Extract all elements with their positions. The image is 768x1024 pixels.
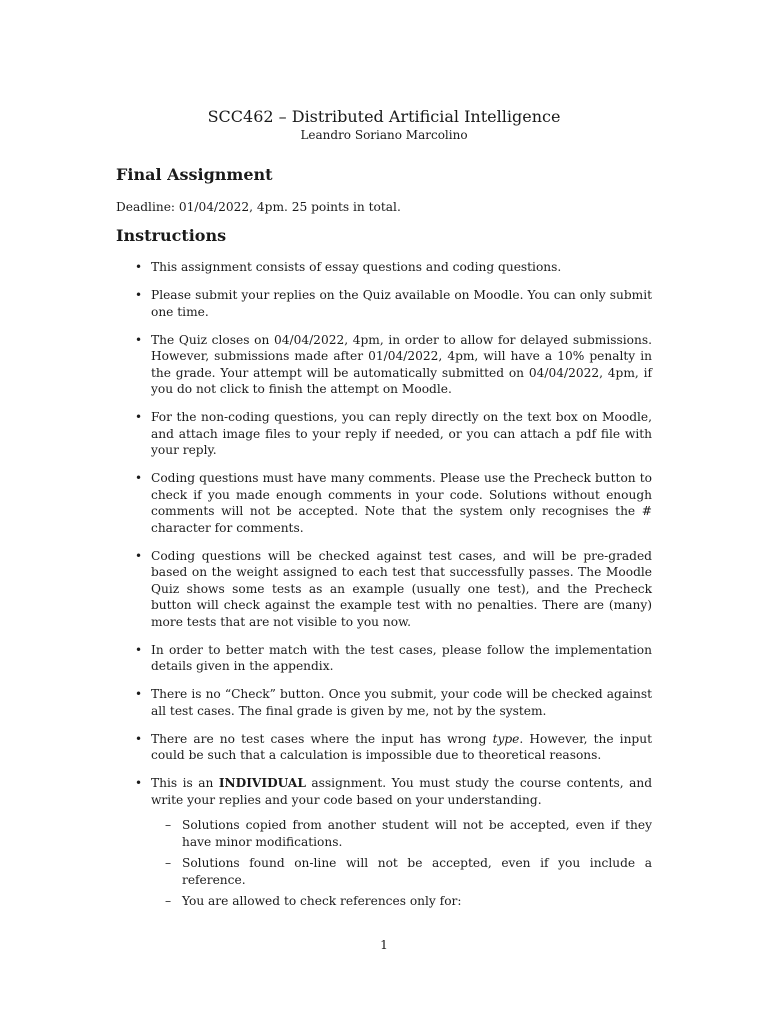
individual-item-after: assignment. You must study the course contents, and write your replies and your code based on your understanding.	[151, 776, 652, 807]
bullet-icon: •	[135, 471, 143, 485]
type-item-emphasis: type	[492, 731, 520, 746]
section-heading-final-assignment: Final Assignment	[116, 165, 273, 184]
list-item	[116, 642, 652, 675]
list-item-text: Coding questions will be checked against test cases, and will be pre-graded based on the weight assigned to each test that successfully passes. The Moodle Quiz shows some tests as an example (usually one test), and the Precheck button will check against the example test with no penalties. There are (many) more tests that are not visible to you now.	[151, 548, 652, 629]
document-title: SCC462 – Distributed Artificial Intelligence	[207, 107, 561, 126]
bullet-icon: •	[135, 288, 143, 302]
list-item-text: Please submit your replies on the Quiz available on Moodle. You can only submit one time.	[151, 288, 652, 319]
bullet-icon: •	[135, 687, 143, 701]
type-item-after: . However, the input could be such that a calculation is impossible due to theoretical reasons.	[151, 731, 652, 762]
deadline-text: Deadline: 01/04/2022, 4pm. 25 points in total.	[116, 200, 401, 214]
list-item	[116, 259, 652, 276]
sub-list-item-text: Solutions copied from another student will not be accepted, even if they have minor modifications.	[182, 818, 652, 849]
list-item	[116, 332, 652, 398]
list-item	[116, 287, 652, 320]
bullet-icon: •	[135, 776, 143, 790]
sub-list-item	[151, 893, 652, 910]
bullet-icon: •	[135, 548, 143, 563]
list-item	[116, 409, 652, 459]
dash-icon: –	[165, 856, 172, 870]
page-number: 1	[380, 938, 388, 952]
sub-list-item	[151, 855, 652, 888]
instructions-list	[116, 259, 652, 921]
bullet-icon: •	[135, 731, 143, 746]
sub-list-item-text: Solutions found on-line will not be accepted, even if you include a reference.	[182, 856, 652, 887]
list-item-text: The Quiz closes on 04/04/2022, 4pm, in order to allow for delayed submissions. However, submissions made after 01/04/2022, 4pm, will have a 10% penalty in the grade. Your attempt will be automatically submitted on 04/04/2022, 4pm, if you do not click to finish the attempt on Moodle.	[151, 332, 652, 396]
bullet-icon: •	[135, 260, 143, 274]
type-item-before: There are no test cases where the input has wrong	[151, 731, 493, 746]
sub-list-item	[151, 817, 652, 850]
dash-icon: –	[165, 894, 172, 908]
bullet-icon: •	[135, 332, 143, 347]
individual-sub-list	[151, 817, 652, 910]
bullet-icon: •	[135, 410, 143, 424]
sub-list-item-text: You are allowed to check references only for:	[182, 894, 462, 908]
list-item-text: Coding questions must have many comments. Please use the Precheck button to check if you made enough comments in your code. Solutions without enough comments will not be accepted. Note that the system only recognises the # character for comments.	[151, 471, 652, 535]
document-author: Leandro Soriano Marcolino	[300, 128, 468, 142]
individual-item-bold: INDIVIDUAL	[218, 776, 306, 790]
list-item-text: There is no “Check” button. Once you submit, your code will be checked against all test cases. The final grade is given by me, not by the system.	[151, 687, 652, 718]
list-item-text: In order to better match with the test cases, please follow the implementation details given in the appendix.	[151, 642, 652, 673]
list-item-individual	[116, 775, 652, 910]
list-item	[116, 548, 652, 631]
section-heading-instructions: Instructions	[116, 226, 227, 245]
list-item	[116, 686, 652, 719]
list-item-text: For the non-coding questions, you can reply directly on the text box on Moodle, and attach image files to your reply if needed, or you can attach a pdf file with your reply.	[151, 410, 652, 457]
individual-item-before: This is an	[151, 776, 219, 790]
bullet-icon: •	[135, 642, 143, 657]
list-item-text: This assignment consists of essay questions and coding questions.	[151, 260, 562, 274]
list-item-type	[116, 731, 652, 764]
dash-icon: –	[165, 818, 172, 832]
list-item	[116, 470, 652, 536]
